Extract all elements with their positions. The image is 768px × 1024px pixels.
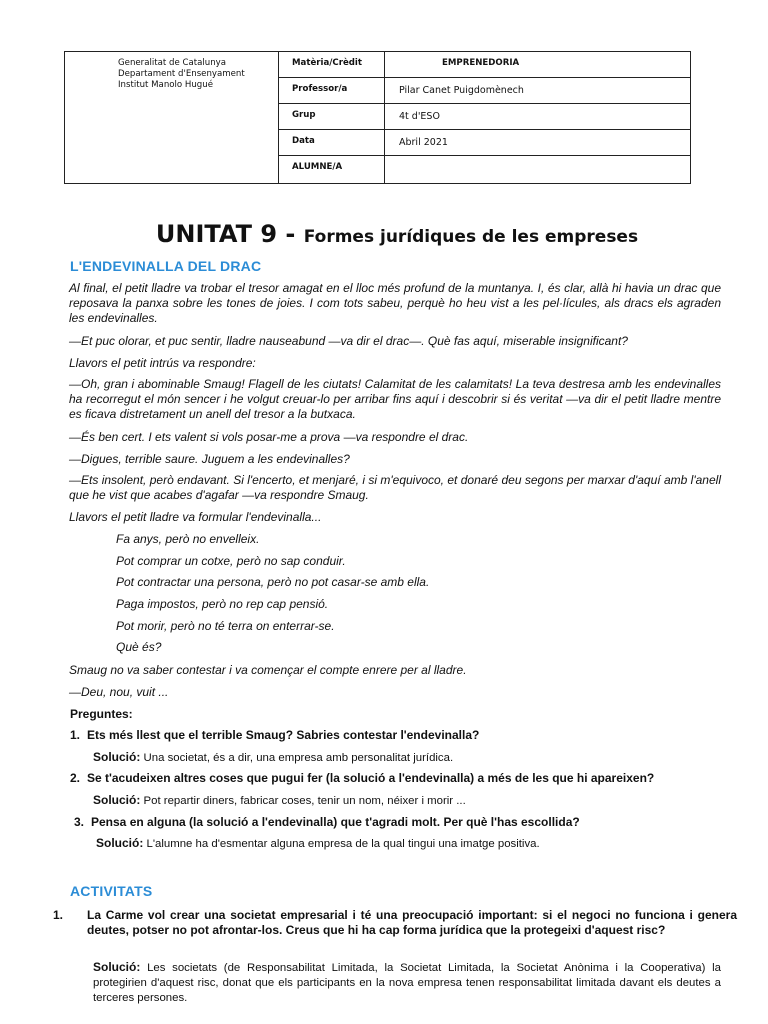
riddle-line: Paga impostos, però no rep cap pensió. — [116, 597, 329, 611]
activity-1 — [53, 908, 737, 938]
student-name-field[interactable] — [385, 156, 399, 190]
story-paragraph: —És ben cert. I ets valent si vols posar-me a prova —va respondre el drac. — [69, 430, 469, 444]
story-paragraph: —Digues, terrible saure. Juguem a les endevinalles? — [69, 452, 350, 466]
question-text: Pensa en alguna (la solució a l'endevinalla) que t'agradi molt. Per què l'has escollida? — [91, 815, 580, 829]
header-row-professor — [279, 78, 690, 104]
story-paragraph: —Deu, nou, vuit ... — [69, 685, 169, 699]
questions-label: Preguntes: — [70, 707, 133, 721]
header-label: Professor/a — [279, 78, 385, 103]
header-label: Matèria/Crèdit — [279, 52, 385, 77]
question-number: 3. — [74, 815, 85, 829]
activity-number: 1. — [53, 908, 64, 922]
header-value: EMPRENEDORIA — [442, 58, 520, 68]
header-value: 4t d'ESO — [399, 111, 440, 122]
question-number: 2. — [70, 771, 81, 785]
header-value: Pilar Canet Puigdomènech — [399, 85, 524, 96]
unit-number: UNITAT 9 - — [155, 220, 304, 248]
question-1 — [70, 728, 720, 743]
solution-text: Una societat, és a dir, una empresa amb personalitat jurídica. — [143, 752, 454, 764]
activity-solution-1 — [93, 960, 721, 1006]
solution-2 — [93, 793, 721, 809]
solution-3 — [96, 836, 724, 852]
solution-label: Solució: — [96, 836, 144, 850]
question-3 — [74, 815, 724, 830]
header-row-alumne — [279, 156, 690, 183]
page-title — [0, 220, 768, 248]
header-value: Abril 2021 — [399, 137, 448, 148]
story-paragraph: Smaug no va saber contestar i va començar el compte enrere per al lladre. — [69, 663, 467, 677]
riddle-line: Pot contractar una persona, però no pot casar-se amb ella. — [116, 575, 430, 589]
header-row-materia — [279, 52, 690, 78]
riddle-line: Pot comprar un cotxe, però no sap conduir. — [116, 554, 346, 568]
question-text: Ets més llest que el terrible Smaug? Sabries contestar l'endevinalla? — [87, 728, 480, 742]
question-number: 1. — [70, 728, 81, 742]
header-row-grup — [279, 104, 690, 130]
institution-line: Institut Manolo Hugué — [118, 80, 213, 90]
institution-block — [65, 52, 279, 183]
solution-text: Pot repartir diners, fabricar coses, tenir un nom, néixer i morir ... — [143, 795, 466, 807]
solution-text: Les societats (de Responsabilitat Limitada, la Societat Limitada, la Societat Anònima i la Cooperativa) la protegirien d'aquest risc, donat que els participants en la nova empresa tenen responsabilitat limitada davant els deutes a terceres persones. — [93, 962, 721, 1004]
institution-line: Departament d'Ensenyament — [118, 69, 245, 79]
story-paragraph: —Et puc olorar, et puc sentir, lladre nauseabund —va dir el drac—. Què fas aquí, miserable insignificant? — [69, 334, 628, 348]
riddle-line: Pot morir, però no té terra on enterrar-se. — [116, 619, 335, 633]
header-row-data — [279, 130, 690, 156]
question-2 — [70, 771, 720, 786]
riddle-line: Què és? — [116, 640, 162, 654]
header-label: ALUMNE/A — [279, 156, 385, 183]
story-paragraph: Llavors el petit lladre va formular l'endevinalla... — [69, 510, 322, 524]
solution-text: L'alumne ha d'esmentar alguna empresa de la qual tingui una imatge positiva. — [146, 838, 540, 850]
activity-text: La Carme vol crear una societat empresarial i té una preocupació important: si el negoci no funciona i genera deutes, potser no pot afrontar-los. Creus que hi ha cap forma jurídica que la protegeixi d'aquest risc? — [87, 908, 737, 937]
solution-label: Solució: — [93, 750, 141, 764]
solution-label: Solució: — [93, 960, 141, 974]
header-label: Data — [279, 130, 385, 155]
solution-label: Solució: — [93, 793, 141, 807]
question-text: Se t'acudeixen altres coses que pugui fer (la solució a l'endevinalla) a més de les que hi apareixen? — [87, 771, 655, 785]
solution-1 — [93, 750, 721, 766]
header-table — [64, 51, 691, 184]
riddle-line: Fa anys, però no envelleix. — [116, 532, 260, 546]
story-paragraph: Al final, el petit lladre va trobar el tresor amagat en el lloc més profund de la muntanya. I, és clar, allà hi havia un drac que reposava la panxa sobre les tones de joies. I com tots sabeu, perquè ho heu vist a les pel·lícules, als dracs els agraden les endevinalles. — [69, 281, 721, 325]
section-heading-drac: L'ENDEVINALLA DEL DRAC — [70, 258, 262, 274]
institution-line: Generalitat de Catalunya — [118, 58, 227, 68]
story-paragraph: —Oh, gran i abominable Smaug! Flagell de les ciutats! Calamitat de les calamitats! La teva destresa amb les endevinalles ha recorregut el món sencer i he volgut creuar-lo per arribar fins aquí i descobrir si és veritat —va dir el petit lladre mentre es ficava distretament un anell del tresor a la butxaca. — [69, 377, 721, 421]
story-paragraph: Llavors el petit intrús va respondre: — [69, 356, 256, 370]
story-paragraph: —Ets insolent, però endavant. Si l'encerto, et menjaré, i si m'equivoco, et donaré deu segons per marxar d'aquí amb l'anell que he vist que acabes d'agafar —va respondre Smaug. — [69, 473, 721, 502]
section-heading-activitats: ACTIVITATS — [70, 883, 153, 899]
unit-subtitle: Formes jurídiques de les empreses — [303, 227, 639, 247]
header-label: Grup — [279, 104, 385, 129]
